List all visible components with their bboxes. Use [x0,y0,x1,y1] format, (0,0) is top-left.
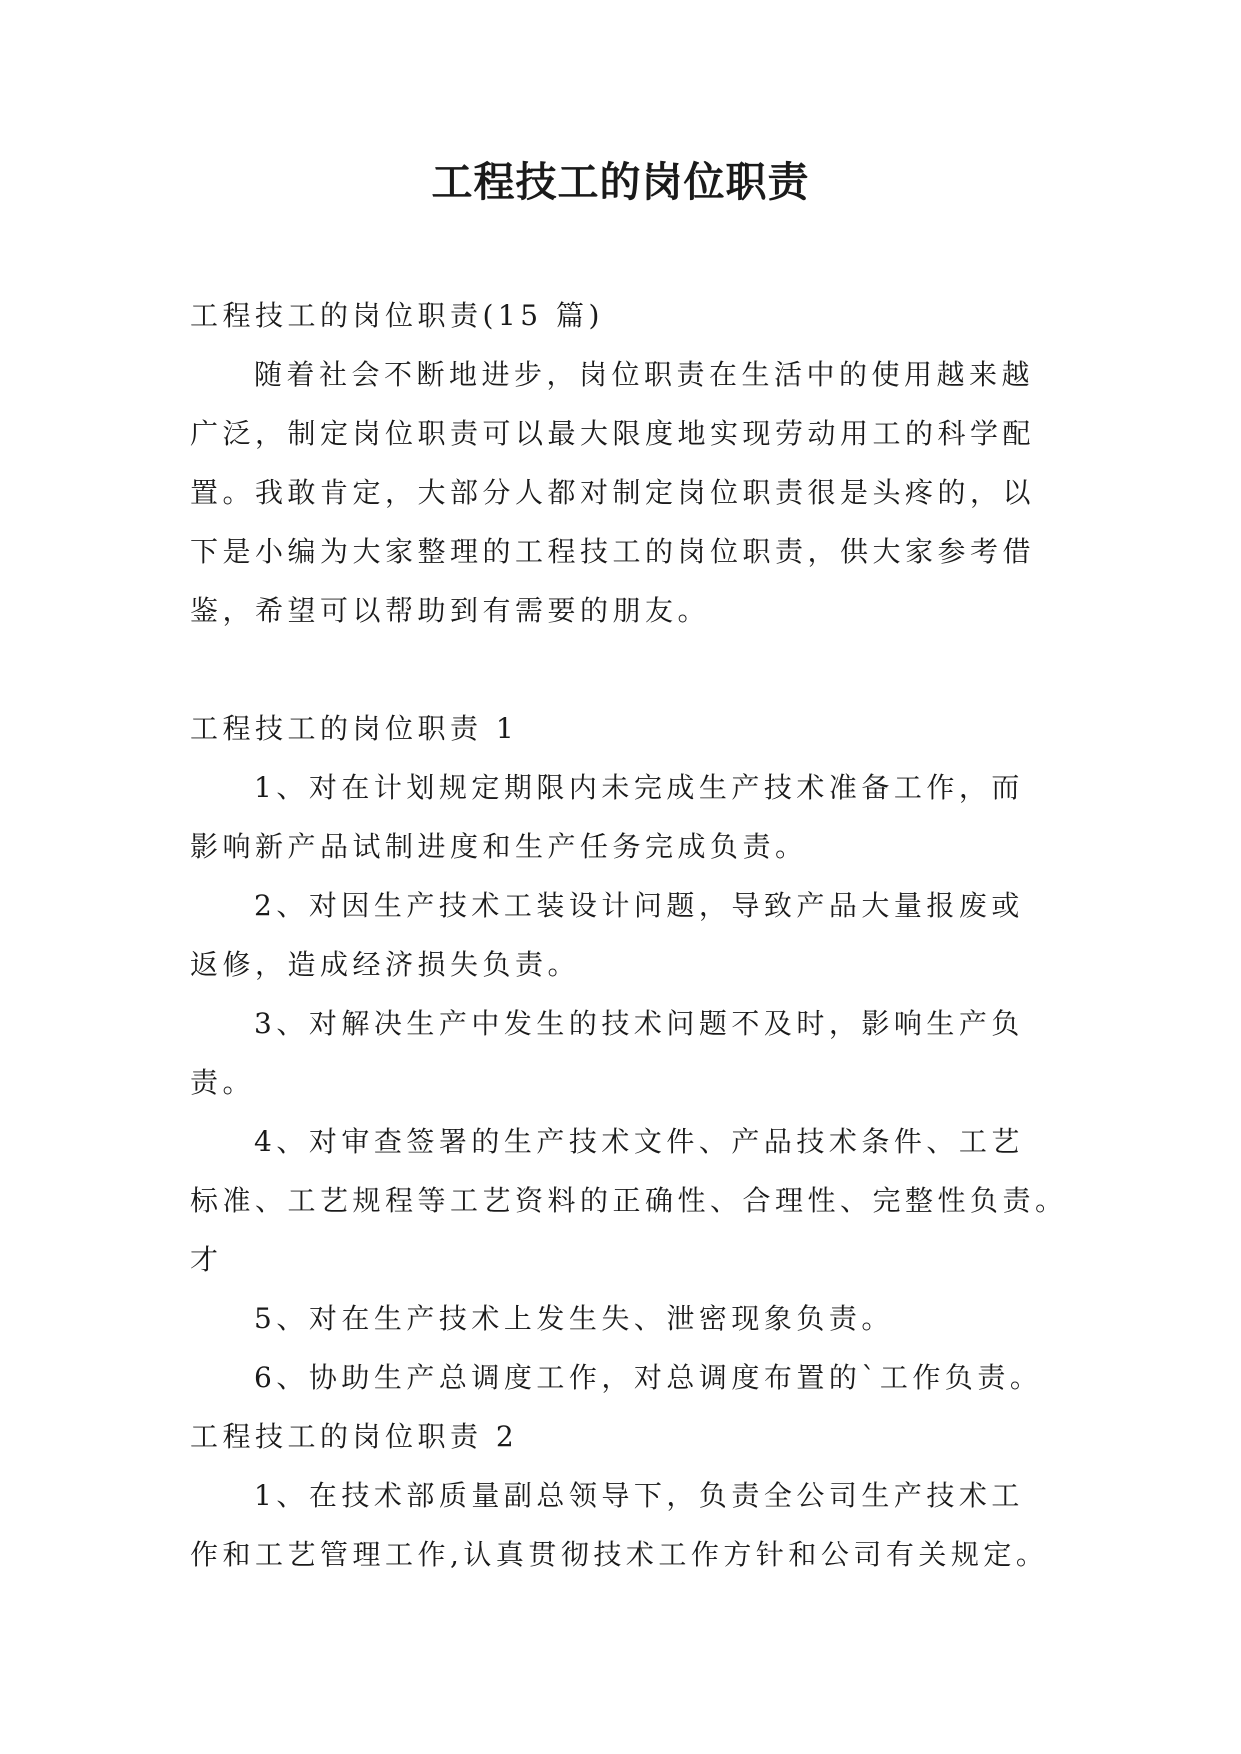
subtitle-line: 工程技工的岗位职责(15 篇) [190,299,604,332]
duty-item-line: 4、对审查签署的生产技术文件、产品技术条件、工艺 [254,1125,1024,1158]
intro-paragraph-line: 随着社会不断地进步，岗位职责在生活中的使用越来越 [254,358,1035,391]
intro-paragraph-line: 鉴，希望可以帮助到有需要的朋友。 [190,594,711,627]
duty-item-line: 责。 [190,1066,256,1099]
duty-item-line: 影响新产品试制进度和生产任务完成负责。 [190,830,808,863]
intro-paragraph-line: 置。我敢肯定，大部分人都对制定岗位职责很是头疼的，以 [190,476,1036,509]
document-title: 工程技工的岗位职责 [431,158,810,206]
duty-item-line: 5、对在生产技术上发生失、泄密现象负责。 [254,1302,894,1335]
duty-item-line: 2、对因生产技术工装设计问题，导致产品大量报废或 [254,889,1024,922]
section-heading: 工程技工的岗位职责 1 [190,712,519,745]
intro-paragraph-line: 广泛，制定岗位职责可以最大限度地实现劳动用工的科学配 [190,417,1036,450]
duty-item-line: 作和工艺管理工作,认真贯彻技术工作方针和公司有关规定。 [190,1538,1049,1571]
section-heading: 工程技工的岗位职责 2 [190,1420,519,1453]
duty-item-line: 标准、工艺规程等工艺资料的正确性、合理性、完整性负责。 [190,1184,1068,1217]
duty-item-line: 返修，造成经济损失负责。 [190,948,581,981]
duty-item-line: 1、在技术部质量副总领导下，负责全公司生产技术工 [254,1479,1024,1512]
document-body [190,286,1068,1584]
intro-paragraph-line: 下是小编为大家整理的工程技工的岗位职责，供大家参考借 [190,535,1036,568]
duty-item-line: 3、对解决生产中发生的技术问题不及时，影响生产负 [254,1007,1024,1040]
paragraph-gap [190,640,1060,699]
duty-item-line: 才 [190,1243,223,1276]
duty-item-line: 6、协助生产总调度工作，对总调度布置的`工作负责。 [254,1361,1043,1394]
duty-item-line: 1、对在计划规定期限内未完成生产技术准备工作，而 [254,771,1024,804]
